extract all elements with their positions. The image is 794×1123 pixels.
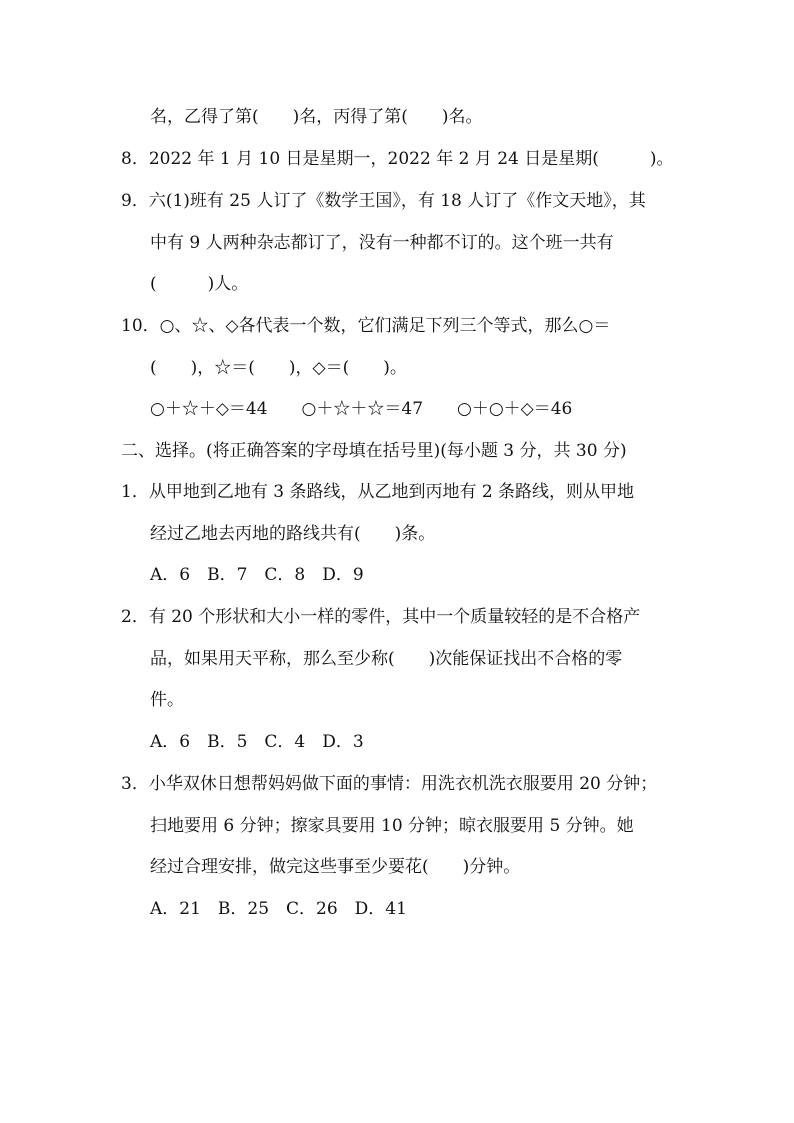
q7-continuation-line: 名，乙得了第( )名，丙得了第( )名。 [150, 107, 483, 127]
choice-3-line-3: 经过合理安排，做完这些事至少要花( )分钟。 [150, 857, 521, 877]
question-10-equations: ○＋☆＋◇＝44 ○＋☆＋☆＝47 ○＋○＋◇＝46 [150, 399, 573, 419]
choice-2-line-1: 2．有 20 个形状和大小一样的零件，其中一个质量较轻的是不合格产 [121, 607, 641, 627]
question-9-line-1: 9．六(1)班有 25 人订了《数学王国》，有 18 人订了《作文天地》，其 [121, 191, 646, 211]
choice-3-options: A．21 B．25 C．26 D．41 [150, 899, 407, 919]
choice-2-options: A．6 B．5 C．4 D．3 [150, 732, 364, 752]
choice-2-line-2: 品，如果用天平称，那么至少称( )次能保证找出不合格的零 [150, 649, 623, 669]
choice-1-line-2: 经过乙地去丙地的路线共有( )条。 [150, 524, 436, 544]
choice-2-line-3: 件。 [150, 690, 184, 710]
choice-3-line-2: 扫地要用 6 分钟；擦家具要用 10 分钟；晾衣服要用 5 分钟。她 [150, 816, 634, 836]
section-2-heading: 二、选择。(将正确答案的字母填在括号里)(每小题 3 分，共 30 分) [121, 441, 627, 461]
choice-1-line-1: 1．从甲地到乙地有 3 条路线，从乙地到丙地有 2 条路线，则从甲地 [121, 482, 635, 502]
choice-1-options: A．6 B．7 C．8 D．9 [150, 565, 364, 585]
question-9-line-2: 中有 9 人两种杂志都订了，没有一种都不订的。这个班一共有 [150, 233, 614, 253]
question-10-line-2: ( )，☆＝( )，◇＝( )。 [150, 358, 407, 378]
choice-3-line-1: 3．小华双休日想帮妈妈做下面的事情：用洗衣机洗衣服要用 20 分钟； [121, 774, 658, 794]
question-8: 8．2022 年 1 月 10 日是星期一，2022 年 2 月 24 日是星期( )。 [121, 149, 674, 169]
question-9-line-3: ( )人。 [150, 274, 249, 294]
question-10-line-1: 10．○、☆、◇各代表一个数，它们满足下列三个等式，那么○＝ [121, 316, 611, 336]
